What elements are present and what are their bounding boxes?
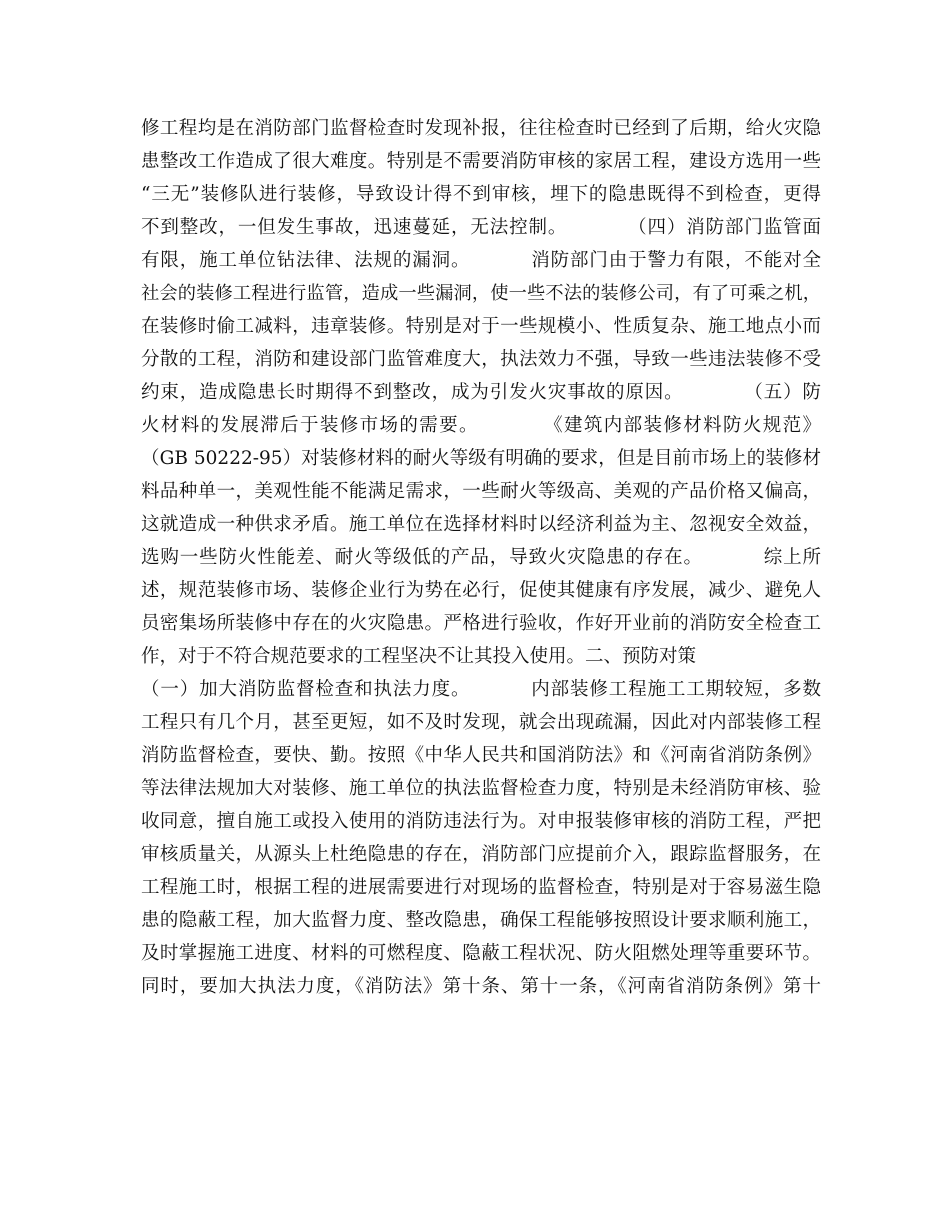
text-line: 火材料的发展滞后于装修市场的需要。 《建筑内部装修材料防火规范》 <box>141 415 821 436</box>
text-line: 收同意，擅自施工或投入使用的消防违法行为。对申报装修审核的消防工程，严把 <box>141 811 821 832</box>
text-line: 及时掌握施工进度、材料的可燃程度、隐蔽工程状况、防火阻燃处理等重要环节。 <box>141 943 821 964</box>
text-line: （一）加大消防监督检查和执法力度。 内部装修工程施工工期较短，多数 <box>141 679 821 700</box>
text-line: 述，规范装修市场、装修企业行为势在必行，促使其健康有序发展，减少、避免人 <box>141 580 821 601</box>
text-line: 这就造成一种供求矛盾。施工单位在选择材料时以经济利益为主、忽视安全效益， <box>141 514 821 535</box>
text-line: 消防监督检查，要快、勤。按照《中华人民共和国消防法》和《河南省消防条例》 <box>141 745 821 766</box>
text-line: 同时，要加大执法力度，《消防法》第十条、第十一条，《河南省消防条例》第十 <box>141 976 821 997</box>
text-line: 有限，施工单位钻法律、法规的漏洞。 消防部门由于警力有限，不能对全 <box>141 250 821 271</box>
text-line: 作，对于不符合规范要求的工程坚决不让其投入使用。二、预防对策 <box>141 646 697 667</box>
body-text <box>141 112 821 1003</box>
text-line: 等法律法规加大对装修、施工单位的执法监督检查力度，特别是未经消防审核、验 <box>141 778 821 799</box>
text-line: 在装修时偷工减料，违章装修。特别是对于一些规模小、性质复杂、施工地点小而 <box>141 316 821 337</box>
text-line: 患整改工作造成了很大难度。特别是不需要消防审核的家居工程，建设方选用一些 <box>141 151 821 172</box>
text-line: 料品种单一，美观性能不能满足需求，一些耐火等级高、美观的产品价格又偏高， <box>141 481 821 502</box>
text-line: 患的隐蔽工程，加大监督力度、整改隐患，确保工程能够按照设计要求顺利施工， <box>141 910 821 931</box>
text-line: 工程只有几个月，甚至更短，如不及时发现，就会出现疏漏，因此对内部装修工程 <box>141 712 821 733</box>
text-line: 选购一些防火性能差、耐火等级低的产品，导致火灾隐患的存在。 综上所 <box>141 547 821 568</box>
text-line: 工程施工时，根据工程的进展需要进行对现场的监督检查，特别是对于容易滋生隐 <box>141 877 821 898</box>
text-line: 修工程均是在消防部门监督检查时发现补报，往往检查时已经到了后期，给火灾隐 <box>141 118 821 139</box>
text-line: 审核质量关，从源头上杜绝隐患的存在，消防部门应提前介入，跟踪监督服务，在 <box>141 844 821 865</box>
text-line: 员密集场所装修中存在的火灾隐患。严格进行验收，作好开业前的消防安全检查工 <box>141 613 821 634</box>
text-line: 约束，造成隐患长时期得不到整改，成为引发火灾事故的原因。 （五）防 <box>141 382 821 403</box>
text-line: 不到整改，一但发生事故，迅速蔓延，无法控制。 （四）消防部门监管面 <box>141 217 821 238</box>
text-line: “三无”装修队进行装修，导致设计得不到审核，埋下的隐患既得不到检查，更得 <box>141 184 821 205</box>
text-line: 社会的装修工程进行监管，造成一些漏洞，使一些不法的装修公司，有了可乘之机， <box>141 283 821 304</box>
text-line: 分散的工程，消防和建设部门监管难度大，执法效力不强，导致一些违法装修不受 <box>141 349 821 370</box>
text-line: （GB 50222-95）对装修材料的耐火等级有明确的要求，但是目前市场上的装修材 <box>141 448 821 469</box>
